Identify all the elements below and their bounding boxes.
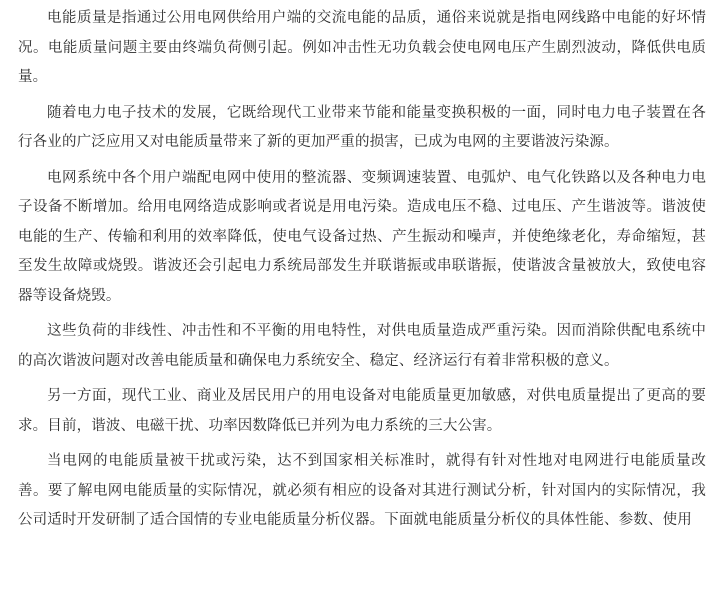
article-body bbox=[18, 4, 706, 542]
paragraph-power-electronics: 随着电力电子技术的发展，它既给现代工业带来节能和能量变换积极的一面，同时电力电子装置在各行各业的广泛应用又对电能质量带来了新的更加严重的损害，已成为电网的主要谐波污染源。 bbox=[18, 104, 706, 150]
paragraph-nonlinear-loads: 这些负荷的非线性、冲击性和不平衡的用电特性，对供电质量造成严重污染。因而消除供配电系统中的高次谐波问题对改善电能质量和确保电力系统安全、稳定、经济运行有着非常积极的意义。 bbox=[18, 323, 706, 369]
paragraph-analyzer-intro: 当电网的电能质量被干扰或污染，达不到国家相关标准时，就得有针对性地对电网进行电能质量改善。要了解电网电能质量的实际情况，就必须有相应的设备对其进行测试分析，针对国内的实际情况，我公司适时开发研制了适合国情的专业电能质量分析仪器。下面就电能质量分析仪的具体性能、参数、使用 bbox=[18, 453, 706, 528]
paragraph-power-quality-definition: 电能质量是指通过公用电网供给用户端的交流电能的品质，通俗来说就是指电网线路中电能的好坏情况。电能质量问题主要由终端负荷侧引起。例如冲击性无功负载会使电网电压产生剧烈波动，降低供电质量。 bbox=[18, 10, 706, 85]
paragraph-harmonic-effects: 电网系统中各个用户端配电网中使用的整流器、变频调速装置、电弧炉、电气化铁路以及各种电力电子设备不断增加。给用电网络造成影响或者说是用电污染。造成电压不稳、过电压、产生谐波等。谐波使电能的生产、传输和利用的效率降低，使电气设备过热、产生振动和噪声，并使绝缘老化，寿命缩短，甚至发生故障或烧毁。谐波还会引起电力系统局部发生并联谐振或串联谐振，使谐波含量被放大，致使电容器等设备烧毁。 bbox=[18, 169, 706, 304]
paragraph-three-hazards: 另一方面，现代工业、商业及居民用户的用电设备对电能质量更加敏感，对供电质量提出了更高的要求。目前，谐波、电磁干扰、功率因数降低已并列为电力系统的三大公害。 bbox=[18, 388, 706, 434]
